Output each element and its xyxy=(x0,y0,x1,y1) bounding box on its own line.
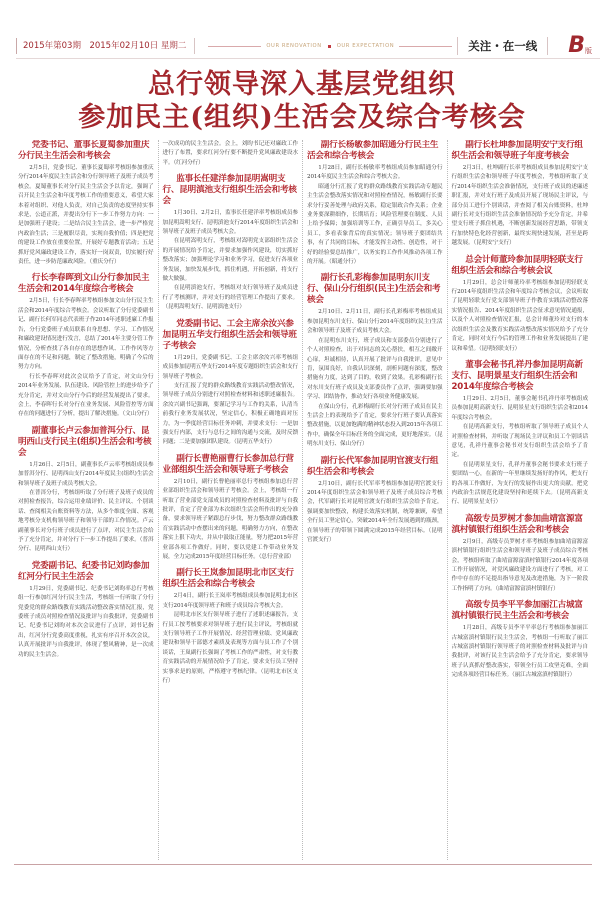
slogan xyxy=(203,43,457,49)
article xyxy=(163,140,299,168)
article-title: 副行长杜坤参加昆明安宁支行组织生活会和领导班子年度考核会 xyxy=(451,140,583,161)
article xyxy=(18,273,154,419)
article-title: 高级专员李平平参加丽江古城富滇村镇银行民主生活会和考核会 xyxy=(451,600,583,622)
article-title: 党委书记、董事长夏蜀参加重庆分行民主生活会和考核会 xyxy=(18,140,150,161)
article xyxy=(307,140,443,267)
section-name: 关注・在一线 xyxy=(457,37,548,55)
article-paragraph: 在昆明东川支行，班子成员和支部委员分别进行了个人对照检查，出于对同志的关心帮扶，相互之间敞开心扉，坦诚相待，认真开展了批评与自我批评，意见中肯，氛围良好，自我认识深刻，剖析问题有深度，整改措施有力度，达到了目的，收到了效果。孔彩梅副行长对东川支行班子成员及支部委员作了点评，强调要加强学习、团结协作，推动支行各项业务健康发展。 xyxy=(307,337,443,401)
article-title: 高级专员罗树才参加曲靖富源富滇村镇银行组织生活会和考核会 xyxy=(451,513,583,535)
article-paragraph: 在保山分行，孔彩梅副行长对分行班子成员在民主生活会上的表现给予了肯定，要求分行班子要认真落实整改措施，以更加饱满的精神状态投入到2015年各项工作中，确保全年目标任务的全面完成，更好地落实。（昆明东川支行、保山分行） xyxy=(307,403,443,448)
bottom-rule xyxy=(14,864,592,865)
article-paragraph: 1月29日、2月5日，董事会秘书孔祥丹率考核组成员参加昆明高新支行、昆明景星支行组织生活会和2014年度综合考核会。 xyxy=(451,395,588,421)
article-paragraph: 1月30日、2月2日，监事长任建洋率考核组成员参加昆明嵩明支行、昆明滇池支行2014年度组织生活会和领导班子及班子成员考核大会。 xyxy=(162,210,298,236)
article-paragraph: 2月10日、2月11日，副行长孔彩梅率考核组成员参加昆明东川支行、保山分行2014年度组织(民主)生活会和领导班子及班子成员考核大会。 xyxy=(307,309,443,335)
slogan-left: OUR RENOVATION xyxy=(266,43,322,49)
article xyxy=(18,426,154,555)
slogan-right: OUR EXPECTATION xyxy=(336,43,395,49)
article-paragraph: 2月5日，行长李春晖率考核组参加文山分行民主生活会和2014年度综合考核会。会议听取了分行党委副书记、副行长何军同志代表班子作2014年述职述廉工作报告，分行党委班子成员联系自身思想、学习、工作情况和廉政建设情况进行发言，总结了2014年主要分管工作情况，分析查找了各自存在的思想作风、工作作风等方面存在的不足和问题，制定了整改措施，明确了今后的努力方向。 xyxy=(18,298,154,371)
article-paragraph: 昭通分行汇报了党的群众路线教育实践活动专题民主生活会整改落实情况和对照检查情况，杨敏副行长要求分行妥善处理与政府关系，稳定银政合作关系；企业业务要深耕细作，长期培育；风险管理要在制度、人员上给予保障；加强培训等工作，正确引导员工，多关心员工，多看表象背后的真实情况；领导班子要团结共事，有了共同的目标，才能发挥主动性、创造性，对于好的经验要总结推广，以务实的工作作风推动各项工作的开展。（昭通分行） xyxy=(307,183,443,266)
column-1 xyxy=(14,140,159,860)
article-paragraph: 在昆明景星支行，孔祥丹董事会秘书要求支行班子要团结一心，在新的一年里继续发扬好的作风，把支行的各项工作做好，为支行的发展作出更大的贡献，把党内政治生活规范化建设坚持和延续下去。（昆明高新支行、昆明景星支行） xyxy=(451,461,588,506)
article-paragraph: 1月29日，总会计师董玲率考核组参加昆明轻联支行2014年度组织生活会和年度综合考核会议，会议听取了昆明轻联支行党支部领导班子作教育实践活动整改落实情况报告、2014年度组织生活会征求意见情况通报，以及个人对照检查情况汇报，总会计师董玲对支行的本次组织生活会及教育实践活动整改落实情况给予了充分肯定，同时对支行今后的管理工作和业务发展提出了建议和希望。（昆明轻联支行） xyxy=(451,279,588,352)
article xyxy=(163,319,299,448)
article-paragraph: 1月29日，党委副书记、纪委书记刘昀率总行考核组一行参加红河分行民主生活，考核组一行听取了分行党委党的群众路线教育实践活动整改落实情况汇报，党委班子成员对照检查情况及批评与自我批评，党委副书记、纪委书记刘昀对本次会议进行了点评，刘书记指出，红河分行党委高度重视，扎实有序召开本次会议，认真开展批评与自我批评，体现了整风精神，是一次成功的民主生活会。 xyxy=(18,585,154,658)
article xyxy=(163,568,299,686)
column-3 xyxy=(303,140,448,860)
article-title: 党委副书记、纪委书记刘昀参加红河分行民主生活会 xyxy=(18,560,150,582)
article-title: 总会计师董玲参加昆明轻联支行组织生活会和综合考核会议 xyxy=(451,254,583,276)
article xyxy=(452,140,589,249)
article-title: 行长李春晖到文山分行参加民主生活会和2014年度综合考核会 xyxy=(18,273,150,295)
header-divider xyxy=(194,38,195,54)
article-title: 副行长曹艳丽曹行长参加总行营业部组织生活会和领导班子考核会 xyxy=(162,453,294,475)
article-paragraph: 2月9日，高级专员罗树才率考核组参加曲靖富源富滇村镇银行组织生活会和领导班子及班子成员综合考核会，考核组听取了曲靖富源富滇村镇银行2014年度各项工作开展情况，对党风廉政建设方面进行了考核，对工作中存在的不足提出指导意见及改进措施，为下一阶段工作指明了方向。（曲靖富源富滇村镇银行） xyxy=(451,538,588,592)
headline-line-1: 总行领导深入基层党组织 xyxy=(148,69,456,100)
article xyxy=(452,360,589,508)
article xyxy=(452,514,589,594)
article-title: 副行长王岚参加昆明北市区支行组织生活会和综合考核会 xyxy=(162,568,294,590)
article-paragraph: 1月26日、2月5日，副董事长卢云率考核组成员参加普洱分行、昆明西山支行2014年度民主(组织)生活会和领导班子及班子成员考核大会。 xyxy=(18,461,154,487)
slogan-rule-right xyxy=(399,46,452,47)
edition-badge xyxy=(568,33,592,58)
edition-suffix: 版 xyxy=(585,47,592,55)
article-paragraph: 在昆明嵩明支行，考核组对嵩明党支部组织生活会的开展情况给予肯定，并要求加强作风建设，切实抓好整改落实；加强理论学习和业务学习，促进支行各项业务发展，加快发展步伐，抓住机遇，开拓创新，将支行做大做强。 xyxy=(162,238,298,283)
article-paragraph: 2月5日，党委书记、董事长夏蜀率考核组参加重庆分行2014年度民主生活会和分行领导班子及班子成员考核会。夏蜀董事长对分行民主生活会予以肯定，强调了召开民主生活会和年度考核工作的重要意义，希望大家本着对组织、对他人负责，对自己负责的态度坚持实事求是，公道正派，并提出分行下一步工作努力方向：一是加强班子建设；二是结合民主生活会，进一步严格党内政治生活；三是履职尽责，实现自我价值；四是把党的建设工作放在重要位置，开展好专题教育活动；五是抓好党风廉政建设工作，落实好一岗双责，切实履行好责任，进一步防范廉政风险。（重庆分行） xyxy=(18,165,154,266)
page-header xyxy=(16,34,600,59)
article xyxy=(452,255,589,354)
article-title: 党委副书记、工会主席余汝兴参加昆明五华支行组织生活会和领导班子考核会 xyxy=(162,318,297,351)
article-title: 监事长任建洋参加昆明嵩明支行、昆明滇池支行组织生活会和考核会 xyxy=(162,174,297,207)
article xyxy=(18,561,154,660)
column-2 xyxy=(159,140,304,860)
article-paragraph: 一次成功的民主生活会。会上，刘昀书记还对廉政工作进行了布置，要求红河分行要不断提升党风廉政建设水平。（红河分行） xyxy=(162,141,298,166)
column-4 xyxy=(448,140,593,860)
issue-date: 2015年第03期 2015年02月10日 星期二 xyxy=(16,38,186,54)
article-title: 副行长代军参加昆明官渡支行组织生活会和考核会 xyxy=(307,455,439,477)
article-title: 董事会秘书孔祥丹参加昆明高新支行、昆明景星支行组织生活会和2014年度综合考核会 xyxy=(451,359,583,392)
article xyxy=(452,600,589,680)
article-paragraph: 昆明北市区支行领导班子进行了述职述廉报告，支行员工按考核要求对领导班子进行民主评议，考核组就支行领导班子工作开展情况、经营管理业绩、党风廉政建设和领导干部德才素质及表现等方面与员工作了个别谈话，王岚副行长强调了考核工作的严肃性，对支行教育实践活动的开展情况给予了肯定，要求支行员工坚持实事求是的原则，严格遵守考核纪律。（昆明北市区支行） xyxy=(162,612,298,685)
article-paragraph: 在普洱分行，考核组听取了分行班子及班子成员的对照检查报告，综合运用业绩评价、民主评议、个别谈话、查阅相关台账资料等方法，从多个维度全面、客观地考核分支机构领导班子和领导干部的工作情况。卢云副董事长对分行班子成员进行了点评，对民主生活会给予了充分肯定，并对分行下一步工作提出了要求。（普洱分行、昆明西山支行） xyxy=(18,489,154,553)
article-title: 副董事长卢云参加普洱分行、昆明西山支行民主(组织)生活会和考核会 xyxy=(18,425,152,458)
slogan-dot-icon xyxy=(328,45,331,48)
article-paragraph: 1月28日，高级专员李平平率总行考核组参加丽江古城富滇村镇银行民主生活会，考核组一行听取了丽江古城富滇村镇银行领导班子的对照检查材料及批评与自我批评，对该行民主生活会给予了充分肯定，要求领导班子认真抓好整改落实，带领全行员工攻坚克难，全面完成各项经营目标任务。（丽江古城富滇村镇银行） xyxy=(451,625,588,679)
slogan-rule-left xyxy=(208,46,261,47)
article xyxy=(307,456,443,546)
edition-letter: B xyxy=(568,33,585,58)
article xyxy=(163,454,299,563)
article-columns xyxy=(14,140,592,860)
article-paragraph: 1月28日，副行长杨敏率考核组成员参加昭通分行2014年度民主生活会和综合考核大会。 xyxy=(307,165,443,181)
article xyxy=(307,273,443,449)
article-paragraph: 2月4日，副行长王岚率考核组成员参加昆明北市区支行2014年度领导班子和班子成员综合考核大会。 xyxy=(162,593,298,609)
article-paragraph: 在昆明高新支行，考核组听取了领导班子成员个人对照检查材料，并听取了现场民主评议和员工个别谈话意见，孔祥丹董事会秘书对支行组织生活会给予了肯定。 xyxy=(451,424,588,459)
article xyxy=(18,140,154,267)
article-paragraph: 2月10日，副行长代军率考核组参加昆明官渡支行2014年度组织生活会和领导班子及班子成员综合考核会，代军副行长对昆明官渡支行组织生活会给予肯定，强调要加快整改，构建长效落实机制，统筹兼顾，希望全行员工坚定信心，突破2014年全行发展遇到的瓶颈，在领导班子的带领下圆满完成2015年经营目标。（昆明官渡支行） xyxy=(307,480,443,543)
article-paragraph: 2月3日，杜坤副行长率考核组成员参加昆明安宁支行组织生活会和领导班子年度考核会，考核组听取了支行2014年组织生活会准备情况，支行班子成员的述廉述职汇报，并对支行班子及成员开展了现场民主评议，与部分员工进行个别谈话，并查阅了相关台账资料，杜坤副行长对支行组织生活会准备情况给予充分肯定，并希望支行班子抓住机遇，不断创新发展经营思路，带领支行加快特色化经营创新，最终实现快速发展，甚至是跨越发展。（昆明安宁支行） xyxy=(451,165,588,247)
article-title: 副行长孔彩梅参加昆明东川支行、保山分行组织(民主)生活会和考核会 xyxy=(307,273,441,306)
article-paragraph: 行长李春晖对此次会议给予了肯定，对文山分行2014年业务发展、队伍建设、风险管控上的进步给予了充分肯定，并对文山分行今后的经营发展提出了要求。会上，李春晖行长对分行在业务发展、风险管控等方面存在的问题进行了分析，提出了解决措施。（文山分行） xyxy=(18,373,154,418)
article-paragraph: 2月10日，副行长曹艳丽率总行考核组参加总行营业部组织生活会和领导班子考核会。会上，考核组一行听取了营业部党支部成员的对照检查材料及批评与自我批评，肯定了营业部为本次组织生活会所作出的充分准备，要求领导班子紧跟总行步伐，努力整改群众路线教育实践活动中查摆出来的问题，明确努力方向，在整改落实上狠下功夫，并从中汲取正能量，努力把2015年营业部各项工作做好。同时，要以党建工作带动业务发展，全力完成2015年度经营目标任务。（总行营业部） xyxy=(162,478,298,560)
article-paragraph: 在昆明滇池支行，考核组对支行领导班子及成员进行了考核测评，并对支行的经营管理工作提出了要求。（昆明嵩明支行、昆明滇池支行） xyxy=(162,285,298,311)
article-paragraph: 1月29日，党委副书记、工会主席余汝兴率考核组成员参加昆明五华支行2014年度专题组织生活会和支行领导班子考核会。 xyxy=(162,354,298,380)
article xyxy=(163,174,299,312)
article-title: 副行长杨敏参加昭通分行民主生活会和综合考核会 xyxy=(307,140,439,161)
headline-line-2: 参加民主(组织)生活会及综合考核会 xyxy=(78,102,526,133)
main-headline xyxy=(0,68,604,134)
article-paragraph: 支行汇报了党的群众路线教育实践活动整改情况，领导班子成员分别进行对照检查材料和述职述廉报告。余汝兴副书记强调，要谨记学习与工作的关系，认清当前我行业务发展状况，坚定信心，积极正确地面对压力，为一季度经营目标任务冲刺，并要求支行：一是加强支行内部，支行与总行之间的沟通与交流，及时反馈问题；二是要加强团队建设。（昆明五华支行） xyxy=(162,382,298,446)
